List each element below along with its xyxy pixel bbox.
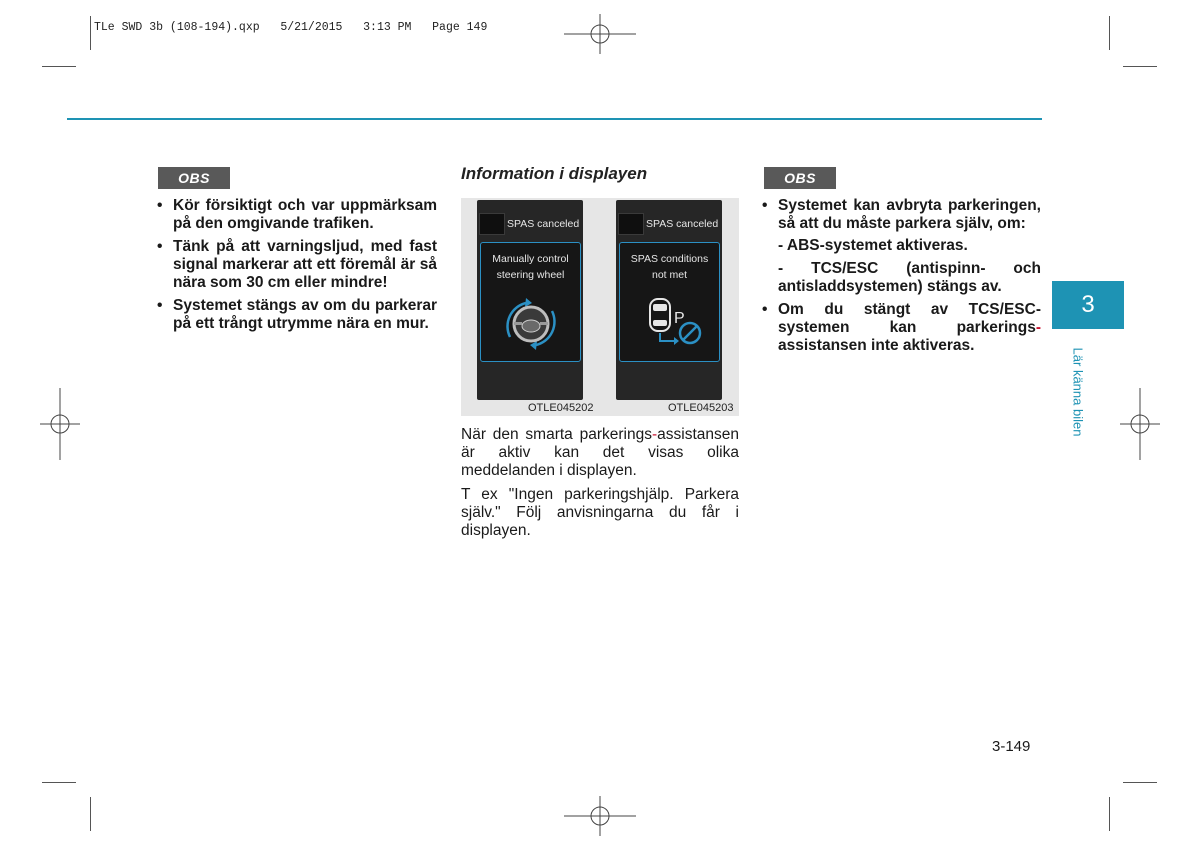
crop-mark	[90, 16, 91, 50]
crop-mark	[42, 66, 76, 67]
list-item-text: assistansen inte aktiveras.	[778, 337, 975, 354]
paragraph-text: assistansen är aktiv kan det visas olika meddelanden i displayen.	[461, 426, 739, 479]
hyphen-mark: -	[1035, 319, 1041, 336]
display-status-cell	[618, 213, 644, 235]
display-message-line: Manually control	[492, 253, 569, 265]
list-item-text: Om du stängt av TCS/ESC-systemen kan parkerings	[778, 301, 1041, 336]
display-message-line: steering wheel	[496, 269, 565, 281]
image-caption: OTLE045203	[668, 402, 734, 414]
paragraph: T ex "Ingen parkeringshjälp. Parkera själv." Följ anvisningarna du får i displayen.	[461, 486, 739, 539]
paragraph-text: När den smarta parkerings	[461, 426, 652, 443]
list-item-text: • Systemet kan avbryta parkeringen, så att du måste parkera själv, om:	[778, 197, 1041, 232]
display-status-text: SPAS canceled	[646, 218, 719, 230]
hyphen-mark: -	[651, 426, 658, 443]
crop-mark	[1123, 66, 1157, 67]
display-message	[481, 251, 580, 283]
chapter-title	[1064, 338, 1092, 446]
display-illustration	[461, 198, 739, 416]
print-slug: TLe SWD 3b (108-194).qxp 5/21/2015 3:13 PM Page 149	[94, 21, 488, 34]
registration-mark-icon	[564, 14, 636, 54]
sub-list-item: - TCS/ESC (antispinn- och antisladdsystemen) stängs av.	[778, 260, 1041, 295]
parking-not-available-icon	[638, 295, 704, 351]
display-message-panel	[619, 242, 720, 362]
obs-label: OBS	[158, 167, 230, 189]
paragraph	[461, 426, 739, 480]
registration-mark-icon	[1120, 388, 1160, 460]
display-message-line: not met	[651, 269, 688, 281]
left-bullet-list	[157, 197, 437, 338]
sub-list	[762, 237, 1041, 296]
chapter-title-text: Lär känna bilen	[1070, 347, 1086, 437]
image-caption: OTLE045202	[528, 402, 594, 414]
crop-mark	[1109, 16, 1110, 50]
steering-wheel-icon	[496, 293, 566, 353]
list-item: • Tänk på att varningsljud, med fast signal markerar att ett föremål är så nära som 30 cm eller mindre!	[157, 238, 437, 292]
display-message	[620, 251, 719, 283]
sub-list-item: - ABS-systemet aktiveras.	[778, 237, 968, 254]
cluster-display-2	[616, 200, 722, 400]
crop-mark	[90, 797, 91, 831]
body-text	[461, 426, 739, 546]
display-status-text: SPAS canceled	[507, 218, 580, 230]
header-rule	[67, 118, 1042, 120]
display-message-panel	[480, 242, 581, 362]
cluster-display-1	[477, 200, 583, 400]
crop-mark	[42, 782, 76, 783]
crop-mark	[1123, 782, 1157, 783]
list-item: • Systemet stängs av om du parkerar på ett trångt utrymme nära en mur.	[157, 297, 437, 333]
obs-label: OBS	[764, 167, 836, 189]
crop-mark	[1109, 797, 1110, 831]
page-number: 3-149	[992, 738, 1031, 755]
registration-mark-icon	[40, 388, 80, 460]
section-heading: Information i displayen	[461, 164, 648, 183]
chapter-tab: 3	[1052, 281, 1124, 329]
right-bullet-list	[762, 197, 1041, 360]
display-status-cell	[479, 213, 505, 235]
list-item: • Kör försiktigt och var uppmärksam på den omgivande trafiken.	[157, 197, 437, 233]
list-item	[762, 197, 1041, 233]
registration-mark-icon	[564, 796, 636, 836]
list-item	[762, 301, 1041, 355]
display-message-line: SPAS conditions	[630, 253, 709, 265]
svg-text:P: P	[674, 310, 685, 327]
